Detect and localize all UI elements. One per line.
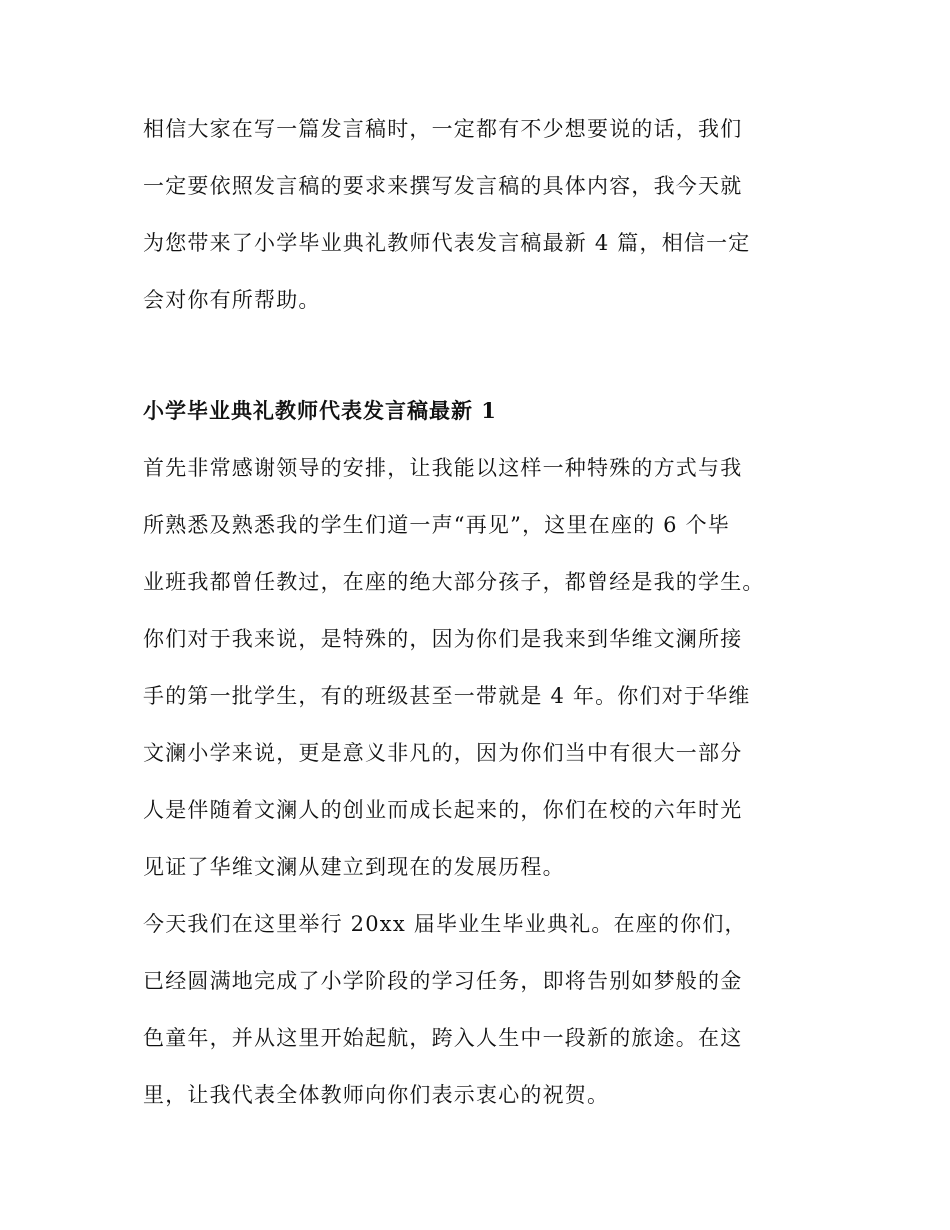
paragraph1-line-1: 首先非常感谢领导的安排，让我能以这样一种特殊的方式与我: [143, 456, 743, 480]
paragraph1-line-5: 手的第一批学生，有的班级甚至一带就是 4 年。你们对于华维: [143, 684, 751, 708]
paragraph1-line-2: 所熟悉及熟悉我的学生们道一声“再见”，这里在座的 6 个毕: [143, 513, 730, 537]
intro-line-4: 会对你有所帮助。: [143, 288, 321, 312]
paragraph2-line-2: 已经圆满地完成了小学阶段的学习任务，即将告别如梦般的金: [143, 969, 743, 993]
paragraph1-line-7: 人是伴随着文澜人的创业而成长起来的，你们在校的六年时光: [143, 798, 743, 822]
paragraph1-line-6: 文澜小学来说，更是意义非凡的，因为你们当中有很大一部分: [143, 741, 743, 765]
intro-line-3: 为您带来了小学毕业典礼教师代表发言稿最新 4 篇，相信一定: [143, 231, 751, 255]
paragraph2-line-3: 色童年，并从这里开始起航，跨入人生中一段新的旅途。在这: [143, 1026, 743, 1050]
intro-line-2: 一定要依照发言稿的要求来撰写发言稿的具体内容，我今天就: [143, 174, 743, 198]
paragraph2-line-1: 今天我们在这里举行 20xx 届毕业生毕业典礼。在座的你们，: [143, 912, 747, 936]
paragraph1-line-8: 见证了华维文澜从建立到现在的发展历程。: [143, 855, 565, 879]
paragraph1-line-3: 业班我都曾任教过，在座的绝大部分孩子，都曾经是我的学生。: [143, 570, 765, 594]
intro-line-1: 相信大家在写一篇发言稿时，一定都有不少想要说的话，我们: [143, 117, 743, 141]
paragraph1-line-4: 你们对于我来说，是特殊的，因为你们是我来到华维文澜所接: [143, 627, 743, 651]
paragraph2-line-4: 里，让我代表全体教师向你们表示衷心的祝贺。: [143, 1083, 610, 1107]
section-heading: 小学毕业典礼教师代表发言稿最新 1: [143, 398, 497, 423]
